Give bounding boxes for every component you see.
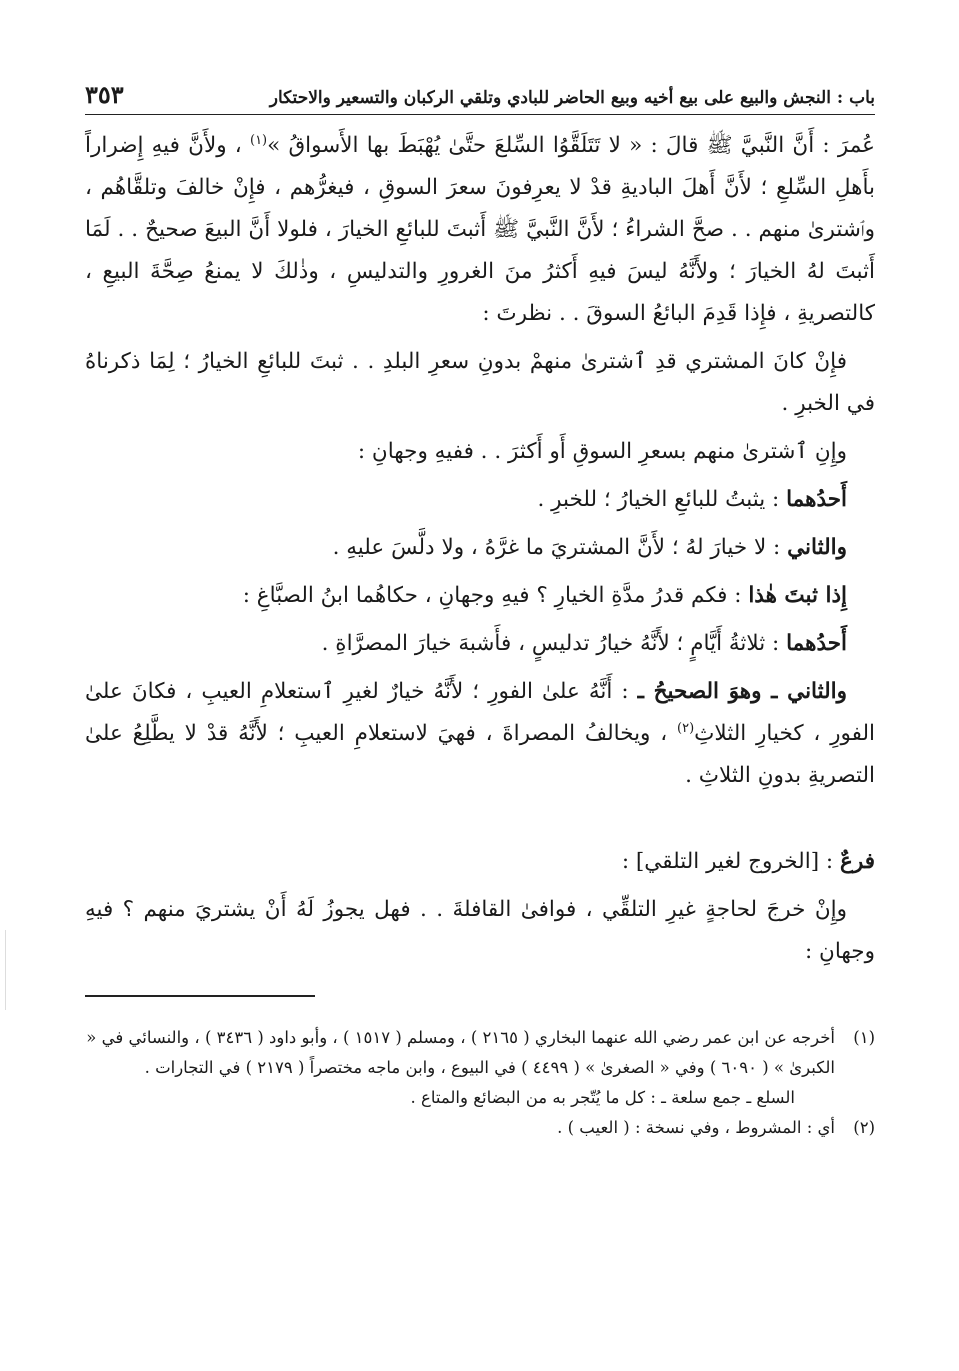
- paragraph-9: وإِنْ خرجَ لحاجةٍ غيرِ التلقِّي ، فوافىٰ القافلةَ . . فهل يجوزُ لَهُ أَنْ يشتريَ منهم ؟ فيهِ وجهانِ :: [85, 897, 875, 964]
- paragraph-2: فإِنْ كانَ المشتري قدِ ٱشترىٰ منهمْ بدونِ سعرِ البلدِ . . ثبتَ للبائعِ الخيارُ ؛ لِمَا ذكرناهُ في الخبرِ .: [85, 349, 875, 416]
- paragraph-1: [85, 125, 875, 335]
- paragraph-text: : فكم قدرُ مدَّةِ الخيارِ ؟ فيهِ وجهانِ ، حكاهُما ابنُ الصبَّاغِ :: [242, 583, 749, 608]
- far-title: : [الخروج لغير التلقي] :: [621, 849, 841, 874]
- footnote-2: [85, 1113, 875, 1143]
- paragraph-3: وإِنِ ٱشترىٰ منهم بسعرِ السوقِ أَو أَكثرَ . . ففيهِ وجهانِ :: [357, 439, 847, 464]
- footnote-text: أخرجه عن ابن عمر رضي الله عنهما البخاري ( ٢١٦٥ ) ، ومسلم ( ١٥١٧ ) ، وأبو داود ( ٣٤٣٦ ) ، والنسائي في « الكبرىٰ » ( ٦٠٩٠ ) وفي « الصغرىٰ » ( ٤٤٩٩ ) في البيوع ، وابن ماجه مختصراً ( ٢١٧٩ ) في التجارات .: [86, 1028, 835, 1077]
- lead-word: والثاني ـ وهوَ الصحيحُ ـ: [637, 679, 847, 704]
- footnote-divider: [85, 995, 315, 997]
- paragraph-7: [85, 623, 875, 665]
- running-title: باب : النجش والبيع على بيع أخيه وبيع الحاضر للبادي وتلقي الركبان والتسعير والاحتكار: [269, 88, 875, 108]
- footnote-1-gloss: السلع ـ جمع سلعة ـ : كل ما يُتّجر به من البضائع والمتاع .: [410, 1088, 795, 1107]
- footnote-text: أي : المشروط ، وفي نسخة : ( العيب ) .: [557, 1118, 835, 1137]
- paragraph-8-part-a: : أَنَّهُ علىٰ الفورِ ؛ لأَنَّهُ خيارٌ لغيرِ ٱستعلامِ العيبِ ، فكانَ علىٰ الفورِ ، كخيارِ الثلاثِ: [85, 679, 875, 746]
- paragraph-4: [85, 479, 875, 521]
- footnote-1: [85, 1023, 875, 1083]
- paragraph-text: : لا خيارَ لهُ ؛ لأَنَّ المشتريَ ما غرَّهُ ، ولا دلَّسَ عليهِ .: [332, 535, 788, 560]
- paragraph-6: [85, 575, 875, 617]
- lead-word: إِذا ثبتَ هٰذا: [748, 583, 847, 608]
- footnote-marker: (١): [853, 1028, 875, 1047]
- paragraph-8-part-b: ، ويخالفُ المصراةَ ، فهيَ لاستعلامِ العيبِ ؛ لأَنَّهُ قدْ لا يطَّلِعُ علىٰ التصريةِ بدونِ الثلاثِ .: [85, 721, 875, 788]
- footnote-marker: (٢): [853, 1118, 875, 1137]
- scan-edge-mark: [5, 930, 6, 1010]
- lead-word: والثاني: [787, 535, 847, 560]
- footnote-ref-2: (٢): [677, 720, 695, 736]
- footnote-ref-1: (١): [249, 132, 268, 148]
- paragraph-8: [85, 671, 875, 797]
- page-number: ٣٥٣: [85, 80, 124, 109]
- lead-word: أَحدُهما: [786, 631, 847, 656]
- paragraph-text: : ثلاثةُ أَيَّامٍ ؛ لأَنَّهُ خيارُ تدليسٍ ، فأَشبهَ خيارَ المصرَّاةِ .: [321, 631, 787, 656]
- paragraph-5: [85, 527, 875, 569]
- paragraph-1-part-a: عُمرَ : أَنَّ النَّبيَّ ﷺ قالَ : « لا تَتَلَقَّوُا السِّلعَ حتَّىٰ يُهْبَطَ بها الأَسواقُ »: [267, 133, 875, 158]
- lead-word: أَحدُهما: [786, 487, 847, 512]
- paragraph-text: : يثبتُ للبائعِ الخيارُ ؛ للخبرِ .: [537, 487, 787, 512]
- main-text: [85, 125, 875, 973]
- paragraph-1-part-b: ، ولأَنَّ فيهِ إِضراراً بأَهلِ السِّلعِ ؛ لأَنَّ أَهلَ الباديةِ قدْ لا يعرِفونَ سعرَ السوقِ ، فيغرُّهم ، فإِنْ خالفَ وتلقَّاهُم ، وٱشترىٰ منهم . . صحَّ الشراءُ ؛ لأَنَّ النَّبيَّ ﷺ أَثبتَ للبائعِ الخيارَ ، فلولا أَنَّ البيعَ صحيحٌ . . لَمَا أَثبتَ لهُ الخيارَ ؛ ولأَنَّهُ ليسَ فيهِ أَكثرُ منَ الغرورِ والتدليسِ ، وذٰلكَ لا يمنعُ صِحَّةَ البيعِ ، كالتصريةِ ، فإِذا قَدِمَ البائعُ السوقَ . . نظرتَ :: [85, 133, 875, 326]
- section-heading-far: [85, 841, 875, 883]
- page-header: [85, 80, 875, 115]
- footnotes: [85, 1023, 875, 1143]
- book-page: [85, 80, 875, 1350]
- far-label: فرعٌ: [840, 849, 875, 874]
